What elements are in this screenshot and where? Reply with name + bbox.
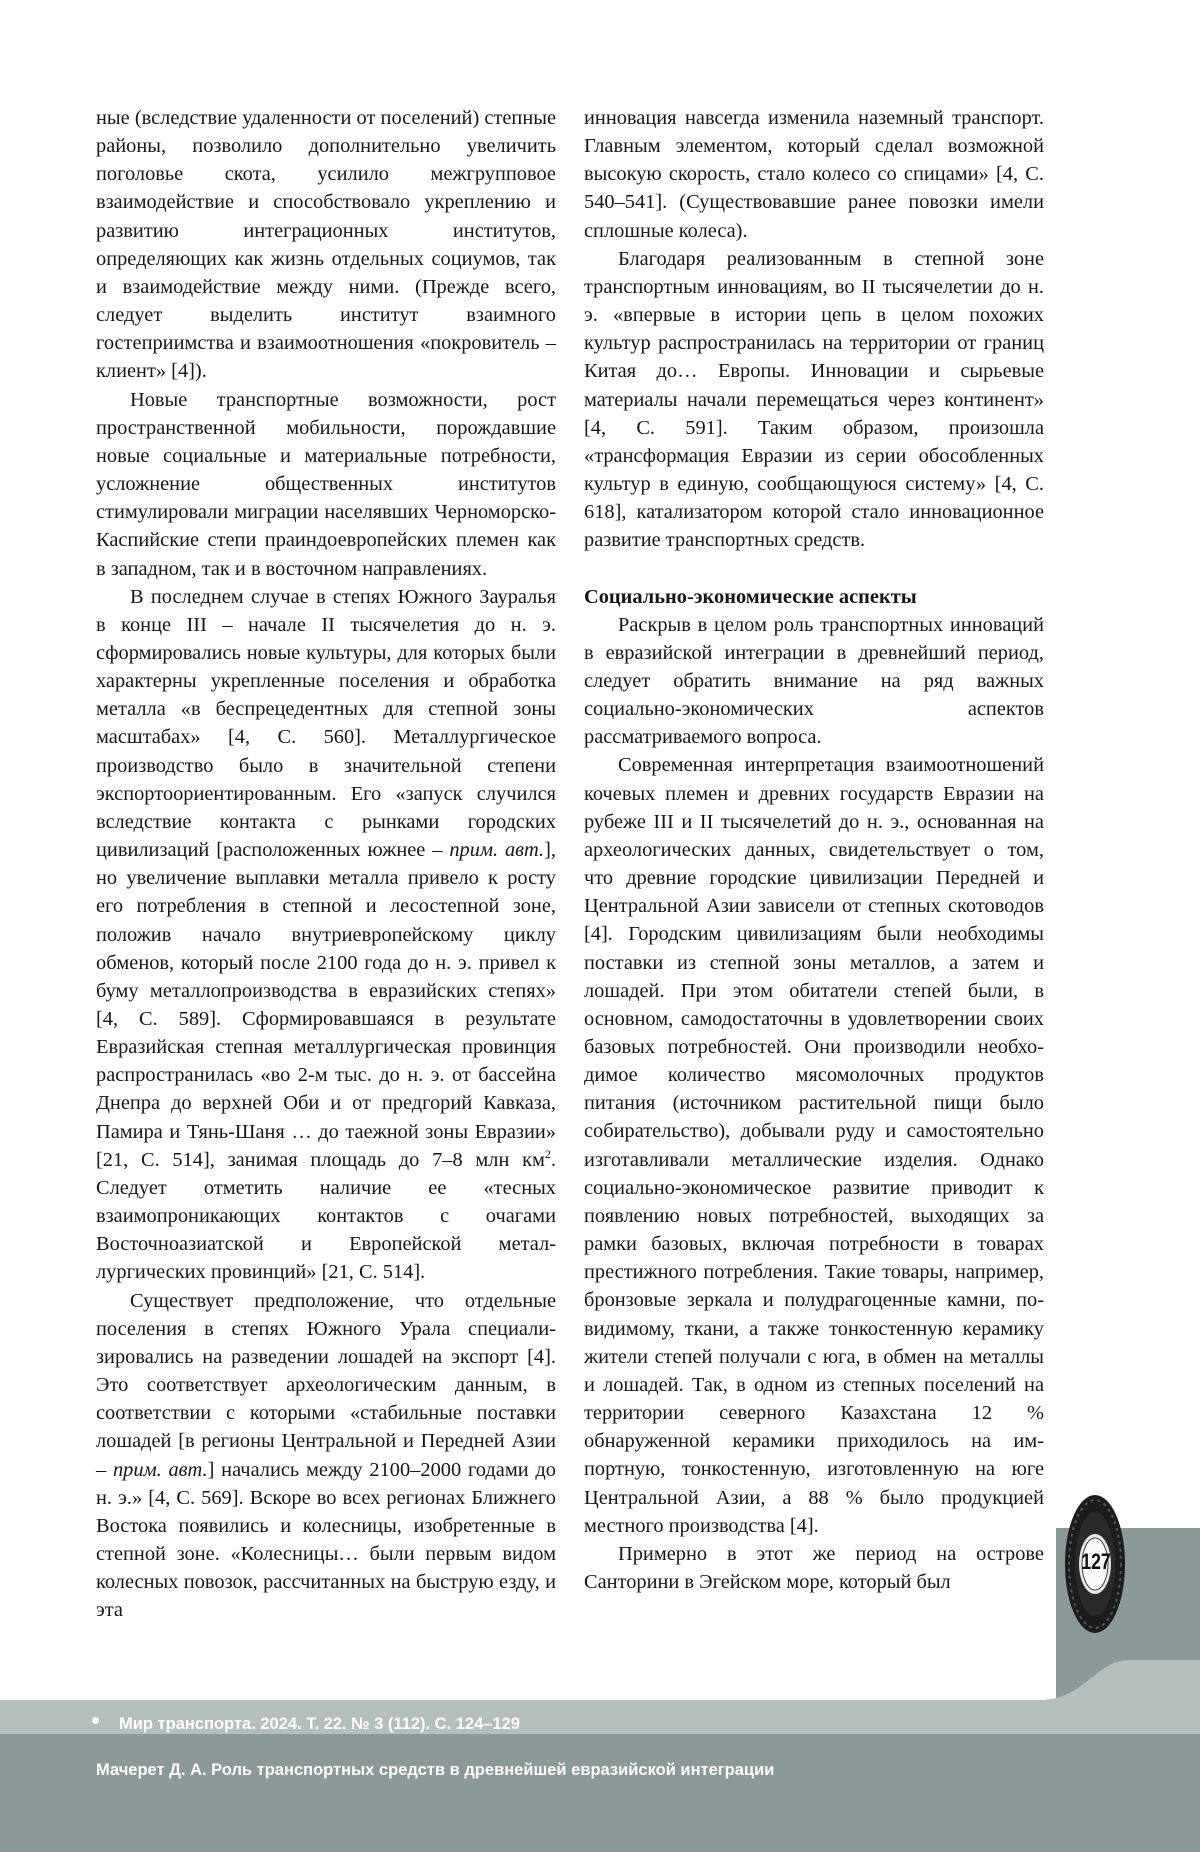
page-number: 127 <box>1081 1549 1111 1574</box>
paragraph: В последнем случае в степях Южного Зауралья в конце III – начале II тысячелетия до н. э. сформировались новые культуры, для которых были характерны укрепленные поселения и обработка металла «в беспрецедентных для степной зоны масштабах» [4, С. 560]. Металлургическое производство было в значительной степени экспортоориентированным. Его «запуск случился вследствие контакта с рынками городских цивилизаций [расположенных южнее – прим. авт.], но увеличение выплавки металла привело к росту его потребления в степной и лесостепной зоне, положив начало внутриевропейскому циклу обменов, который после 2100 года до н. э. привел к буму металлопроизводства в евразийских степях» [4, С. 589]. Сформировавшаяся в результате Евразийская степная металлургическая провинция распространилась «во 2-м тыс. до н. э. от бассейна Днепра до верхней Оби и от предгорий Кавказа, Памира и Тянь-Шаня … до таежной зоны Евразии» [21, С. 514], занимая площадь до 7–8 млн $км^2$. Следует отметить наличие ее «тесных взаимопроникающих контактов с очагами Восточноазиатской и Европейской металлургических провинций» [21, С. 514]. <box>96 585 556 1284</box>
paragraph: Современная интерпретация взаимоотношений кочевых племен и древних государств Евразии на рубеже III и II тысячелетий до н. э., основанная на археологических данных, свидетельствует о том, что древние городские цивилизации Передней и Центральной Азии зависели от степных скотоводов [4]. Городским цивилизациям были необходимы поставки из степной зоны металлов, а затем и лошадей. При этом обитатели степей были, в основном, самодостаточны в удовлетворении своих базовых потребностей. Они производили необходимое количество мясомолочных продуктов питания (источником растительной пищи было собирательство), добывали руду и самостоятельно изготавливали металлические изделия. Однако социально-экономическое развитие приводит к появлению новых потребностей, выходящих за рамки базовых, включая потребности в товарах престижного потребления. Такие товары, например, бронзовые зеркала и полудрагоценные камни, по-видимому, ткани, а также тонкостенную керамику жители степей получали с юга, в обмен на металлы и лошадей. Так, в одном из степных поселений на территории северного Казахстана 12 % обнаруженной керамики приходилось на импортную, тонкостенную, изготовленную на юге Центральной Азии, а 88 % было продукцией местного производства [4]. <box>584 754 1044 1537</box>
paragraph: Раскрыв в целом роль транспортных инноваций в евразийской интеграции в древнейший период, следует обратить внимание на ряд важных социально-экономических аспектов рассматриваемого вопроса. <box>584 613 1044 749</box>
journal-citation-text: Мир транспорта. 2024. Т. 22. № 3 (112). С. 124–129 <box>119 1715 520 1733</box>
paragraph: инновация навсегда изменила наземный транспорт. Главным элементом, который сделал возможной высокую скорость, стало колесо со спицами» [4, С. 540–541]. (Существовавшие ранее повозки имели сплошные колеса). <box>584 107 1044 242</box>
paragraph: Новые транспортные возможности, рост пространственной мобильности, порождавшие новые социальные и материальные потребности, усложнение общественных институтов стимулировали миграции населявших Черноморско-Каспийские степи праиндоевропейских племен как в западном, так и в восточном направлениях. <box>96 388 556 580</box>
running-title: Мачерет Д. А. Роль транспортных средств в древнейшей евразийской интеграции <box>96 1761 775 1779</box>
footer-dark-band <box>0 1734 1200 1852</box>
paragraph: ные (вследствие удаленности от поселений) степные районы, позволило дополнительно увеличить поголовье скота, усилило межгрупповое взаимодействие и способствовало укреплению и развитию интеграционных институтов, определяющих как жизнь отдельных социумов, так и взаимодействие между ними. (Прежде всего, следует выделить институт взаимного гостеприимства и взаимоотношения «покровитель – клиент» [4]). <box>96 107 556 383</box>
section-heading: Социально-экономические аспекты <box>584 585 917 608</box>
paragraph: Существует предположение, что отдельные поселения в степях Южного Урала специализировались на разведении лошадей на экспорт [4]. Это соответствует археологическим данным, в соответствии с которыми «стабильные поставки лошадей [в регионы Центральной и Передней Азии – прим. авт.] начались между 2100–2000 годами до н. э.» [4, С. 569]. Вскоре во всех регионах Ближнего Востока появились и колесницы, изобретенные в степной зоне. «Колесницы… были первым видом колесных повозок, рассчитанных на быструю езду, и эта <box>96 1289 556 1622</box>
journal-citation <box>92 1712 520 1736</box>
bullet-icon <box>92 1717 99 1724</box>
right-column <box>584 104 1044 1596</box>
paragraph: Примерно в этот же период на острове Санторини в Эгейском море, который был <box>584 1542 1044 1593</box>
left-column <box>96 104 556 1624</box>
paragraph: Благодаря реализованным в степной зоне транспортным инновациям, во II тысячелетии до н. э. «впервые в истории цепь в целом похожих культур распространилась на территории от границ Китая до… Европы. Инновации и сырьевые материалы начали перемещаться через континент» [4, С. 591]. Таким образом, произошла «трансформация Евразии из серии обособленных культур в единую, сообщающуюся систему» [4, С. 618], катализатором которой стало инновационное развитие транспортных средств. <box>584 247 1044 552</box>
